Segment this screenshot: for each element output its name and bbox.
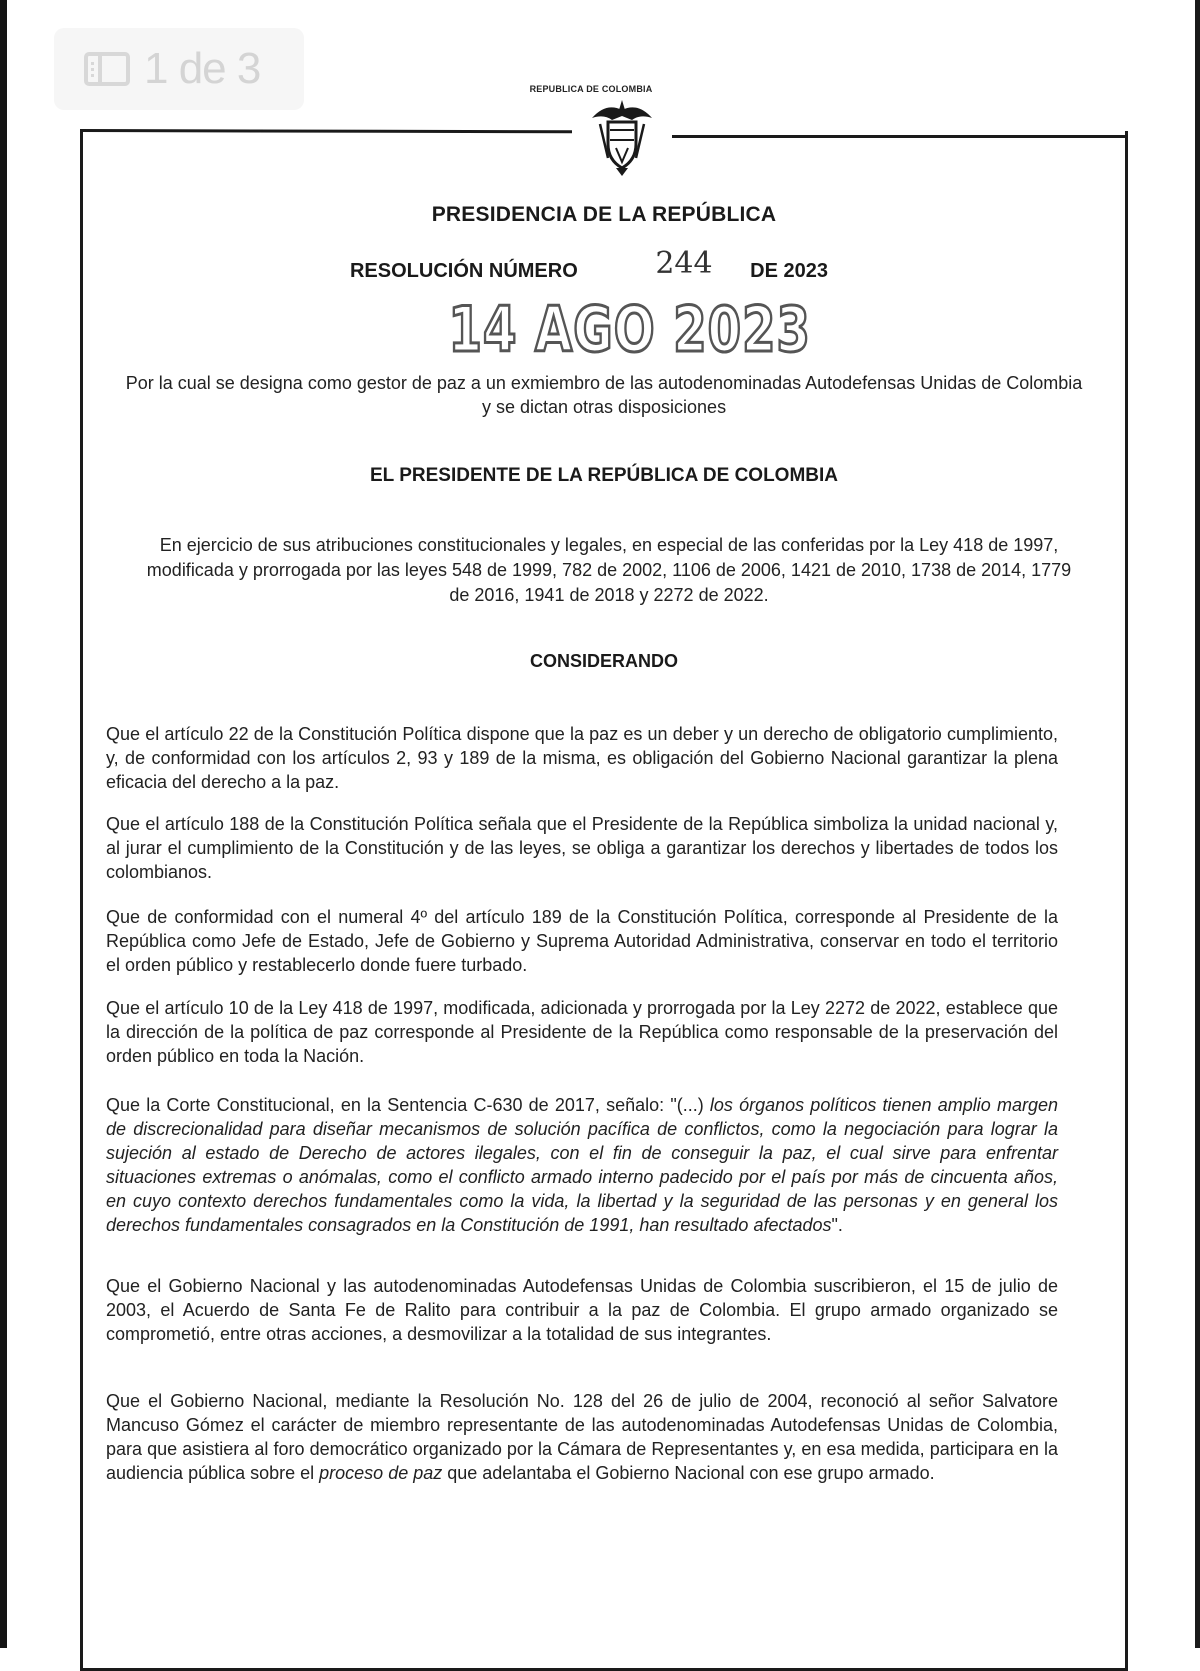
paragraph-lead: Que el Gobierno Nacional, mediante la Resolución No. 128 del 26 de julio de 2004, reconoció al señor Salvatore Mancuso Gómez el carácter de miembro representante de las autodenominadas Autodefensas Unidas de Colombia, para que asistiera al foro democrático organizado por la Cámara de Representantes y, en esa medida, participara en la audiencia pública sobre el [106,1391,1058,1483]
page-indicator[interactable] [54,28,304,110]
paragraph-lead: Que la Corte Constitucional, en la Sentencia C-630 de 2017, señalo: "(...) [106,1095,710,1115]
resolution-label: RESOLUCIÓN NÚMERO [349,260,578,282]
resolution-year: DE 2023 [750,260,829,282]
paragraph: Que el artículo 10 de la Ley 418 de 1997, modificada, adicionada y prorrogada por la Ley 2272 de 2022, establece que la dirección de la política de paz corresponde al Presidente de la República como responsable de la preservación del orden público en toda la Nación. [106,998,1058,1066]
screen-edge-right [1195,0,1200,1648]
paragraph-tail: ". [831,1215,843,1235]
institution-title: PRESIDENCIA DE LA REPÚBLICA [431,203,777,226]
paragraph: Que el artículo 188 de la Constitución Política señala que el Presidente de la República simboliza la unidad nacional y, al jurar el cumplimiento de la Constitución y de las leyes, se obliga a garantizar los derechos y libertades de todos los colombianos. [106,814,1058,882]
considerando-heading: CONSIDERANDO [529,651,678,671]
emphasis-proceso-de-paz: proceso de paz [319,1463,443,1483]
powers-paragraph: En ejercicio de sus atribuciones constitucionales y legales, en especial de las conferidas por la Ley 418 de 1997, modificada y prorrogada por las leyes 548 de 1999, 782 de 2002, 1106 de 2006, 1421 de 2010, 1738 de 2014, 1779 de 2016, 1941 de 2018 y 2272 de 2022. [146,535,1072,605]
paragraph-court-quote [106,1093,1058,1237]
sidebar-panel-icon [84,52,130,86]
paragraph: Que el Gobierno Nacional y las autodenominadas Autodefensas Unidas de Colombia suscribieron, el 15 de julio de 2003, el Acuerdo de Santa Fe de Ralito para contribuir a la paz de Colombia. El grupo armado organizado se comprometió, entre otras acciones, a desmovilizar a la totalidad de sus integrantes. [106,1276,1058,1344]
paragraph [106,1389,1058,1485]
paragraph: Que el artículo 22 de la Constitución Política dispone que la paz es un deber y un derecho de obligatorio cumplimiento, y, de conformidad con los artículos 2, 93 y 189 de la misma, es obligación del Gobierno Nacional garantizar la plena eficacia del derecho a la paz. [106,724,1058,792]
resolution-line [80,246,1128,285]
court-quote: los órganos políticos tienen amplio margen de discrecionalidad para diseñar mecanismos de solución pacífica de conflictos, como la negociación para lograr la sujeción al estado de Derecho de actores ilegales, con el fin de conseguir la paz, el cual sirve para enfrentar situaciones extremas o anómalas, como el conflicto armado interno padecido por el país por más de cincuenta años, en cuyo contexto derechos fundamentales como la vida, la libertad y la seguridad de las personas y en general los derechos fundamentales consagrados en la Constitución de 1991, han resultado afectados [106,1095,1058,1235]
republica-label: REPUBLICA DE COLOMBIA [529,84,653,94]
issuer-heading: EL PRESIDENTE DE LA REPÚBLICA DE COLOMBIA [370,465,838,486]
resolution-number: 244 [655,246,713,281]
screen-edge-left [0,0,7,1648]
paragraph-tail: que adelantaba el Gobierno Nacional con ese grupo armado. [442,1463,935,1483]
resolution-subject: Por la cual se designa como gestor de paz a un exmiembro de las autodenominadas Autodefensas Unidas de Colombia y se dictan otras disposiciones [125,373,1083,417]
paragraph: Que de conformidad con el numeral 4º del artículo 189 de la Constitución Política, corresponde al Presidente de la República como Jefe de Estado, Jefe de Gobierno y Suprema Autoridad Administrativa, conservar en todo el territorio el orden público y restablecerlo donde fuere turbado. [106,907,1058,975]
page-indicator-label: 1 de 3 [144,44,261,93]
date-stamp: 14 AGO 2023 [448,293,811,366]
